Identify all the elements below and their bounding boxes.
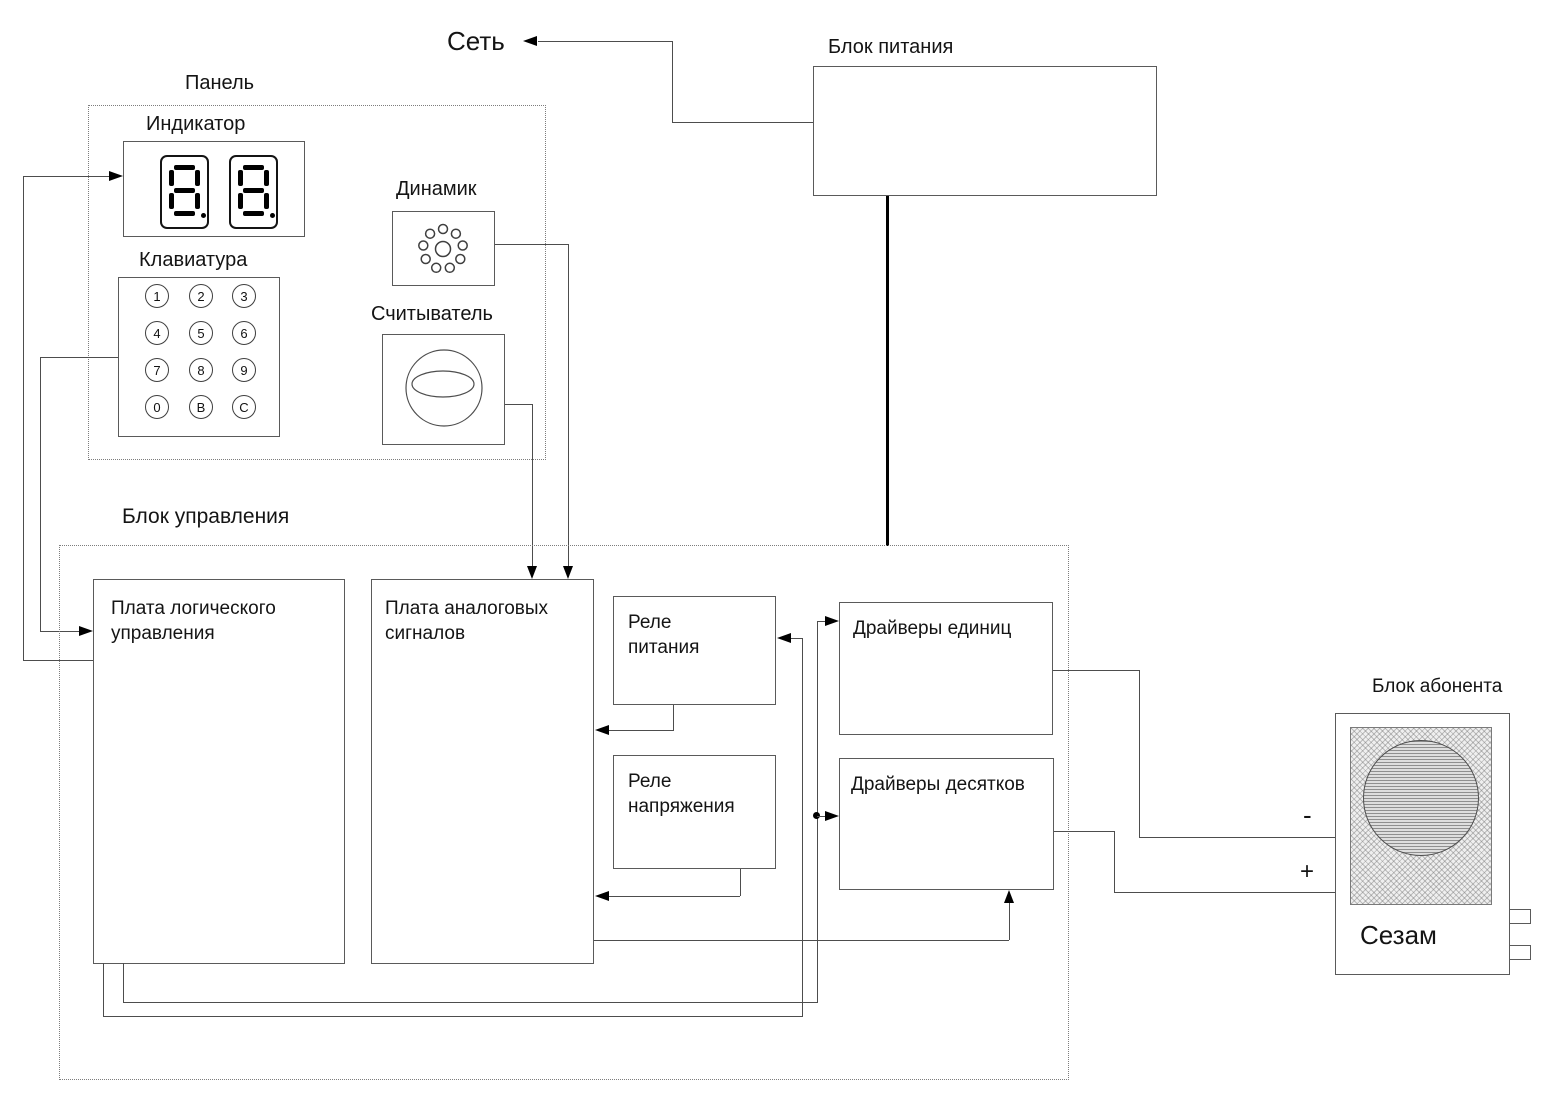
wire-relay-voltage-segment [609, 896, 740, 897]
wire-logic-to-relay-segment [802, 638, 803, 1017]
seven-segment-digit [229, 155, 278, 229]
subscriber-device-name: Сезам [1360, 920, 1437, 950]
power-supply-label: Блок питания [828, 36, 954, 58]
wire-minus-label: - [1303, 800, 1312, 830]
logic-board-label: Плата логического управления [111, 598, 276, 645]
subscriber-speaker-icon [1363, 740, 1479, 856]
subscriber-terminal-tab [1509, 909, 1531, 924]
reader-label: Считыватель [371, 303, 493, 325]
relay-power-label: Реле питания [628, 612, 700, 659]
digit-segment [243, 165, 264, 170]
keypad-key: B [189, 395, 213, 419]
wire-logic-to-drivers-segment [123, 963, 124, 1002]
digit-segment [243, 211, 264, 216]
wire-relay-power-segment [673, 705, 674, 731]
arrowhead-to-net [523, 36, 537, 46]
keypad-key: 0 [145, 395, 169, 419]
wire-units-out-segment [1053, 670, 1140, 671]
speaker-icon [393, 212, 494, 285]
wire-logic-to-relay-segment [103, 963, 104, 1016]
seven-segment-digit [160, 155, 209, 229]
speaker-box [392, 211, 495, 286]
arrowhead-to-indicator [109, 171, 123, 181]
subscriber-terminal-tab [1509, 945, 1531, 960]
subscriber-label: Блок абонента [1372, 676, 1503, 697]
wire-analog-to-tens-segment [1009, 903, 1010, 940]
arrowhead-to-drivers-tens-bottom [1004, 890, 1014, 903]
digit-segment [264, 193, 269, 209]
digit-segment [238, 170, 243, 186]
keypad-key: 7 [145, 358, 169, 382]
keyboard-label: Клавиатура [139, 249, 248, 271]
wire-net-segment [672, 122, 813, 123]
wire-reader-segment [532, 404, 533, 566]
digit-segment [238, 193, 243, 209]
arrowhead-to-drivers-tens [825, 811, 839, 821]
wire-keyboard-segment [40, 357, 118, 358]
wire-tens-out-segment [1054, 831, 1115, 832]
keypad-key: 6 [232, 321, 256, 345]
digit-dot [201, 213, 206, 218]
wire-analog-to-tens-segment [594, 940, 1009, 941]
wire-relay-voltage-segment [740, 869, 741, 896]
wire-power-thick [886, 196, 889, 546]
wire-keyboard-segment [40, 357, 41, 631]
keypad-key: 1 [145, 284, 169, 308]
arrowhead-relay-voltage-to-analog [595, 891, 609, 901]
speaker-label: Динамик [396, 178, 477, 200]
digit-segment [243, 188, 264, 193]
digit-segment [169, 193, 174, 209]
wire-speaker-segment [568, 244, 569, 566]
digit-segment [264, 170, 269, 186]
digit-segment [169, 170, 174, 186]
wire-reader-segment [505, 404, 533, 405]
power-supply-box [813, 66, 1157, 196]
wire-indicator-segment [23, 176, 24, 660]
wire-plus-label: + [1300, 858, 1315, 885]
digit-segment [174, 188, 195, 193]
keypad-key: 9 [232, 358, 256, 382]
analog-board-label: Плата аналоговых сигналов [385, 598, 549, 645]
drivers-units-label: Драйверы единиц [853, 618, 1012, 639]
panel-label: Панель [185, 72, 255, 94]
wire-units-out-segment [1139, 670, 1140, 838]
wire-tens-out-segment [1114, 892, 1335, 893]
digit-segment [174, 211, 195, 216]
digit-segment [195, 193, 200, 209]
digit-segment [174, 165, 195, 170]
wire-logic-to-relay-segment [103, 1016, 803, 1017]
reader-box [382, 334, 505, 445]
keypad-key: C [232, 395, 256, 419]
wire-net-segment [672, 41, 673, 123]
net-label: Сеть [447, 26, 505, 56]
keypad-key: 8 [189, 358, 213, 382]
drivers-tens-label: Драйверы десятков [851, 774, 1025, 795]
keypad-key: 2 [189, 284, 213, 308]
wire-indicator-segment [23, 176, 109, 177]
reader-coil-icon [383, 335, 504, 444]
keypad-key: 5 [189, 321, 213, 345]
wire-tens-out-segment [1114, 831, 1115, 893]
wire-relay-power-segment [609, 730, 673, 731]
wire-units-out-segment [1139, 837, 1335, 838]
keypad-key: 3 [232, 284, 256, 308]
arrowhead-relay-power-to-analog [595, 725, 609, 735]
wire-logic-to-drivers-segment [817, 621, 825, 622]
relay-voltage-label: Реле напряжения [628, 771, 735, 818]
wire-logic-to-drivers-segment [123, 1002, 818, 1003]
keypad-key: 4 [145, 321, 169, 345]
control-unit-label: Блок управления [122, 505, 290, 528]
digit-segment [195, 170, 200, 186]
wire-speaker-segment [495, 244, 569, 245]
arrowhead-to-drivers-units [825, 616, 839, 626]
digit-dot [270, 213, 275, 218]
indicator-label: Индикатор [146, 113, 246, 135]
wire-logic-to-relay-segment [791, 638, 802, 639]
wire-net-segment [538, 41, 672, 42]
arrowhead-to-relay-power [777, 633, 791, 643]
wire-logic-to-drivers-segment [817, 816, 825, 817]
